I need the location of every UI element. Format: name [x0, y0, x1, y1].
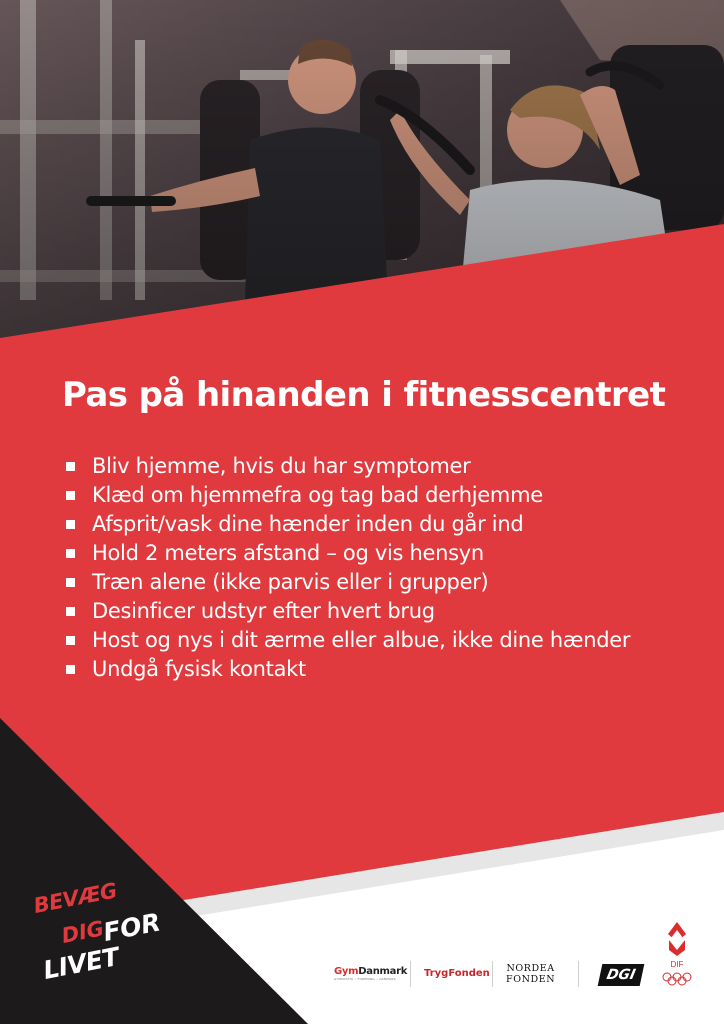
- rule-text: Desinficer udstyr efter hvert brug: [92, 599, 435, 623]
- nordea-fonden-logo: [506, 963, 555, 985]
- rule-text: Træn alene (ikke parvis eller i grupper): [92, 570, 489, 594]
- list-item: [66, 481, 630, 510]
- logo-divider: [492, 961, 493, 987]
- logo-word-bevaeg: BEVÆG: [31, 878, 119, 918]
- list-item: [66, 626, 630, 655]
- rule-text: Undgå fysisk kontakt: [92, 657, 306, 681]
- rule-text: Afsprit/vask dine hænder inden du går ind: [92, 512, 524, 536]
- dif-logo: [660, 920, 694, 988]
- bullet-icon: [66, 607, 75, 616]
- gymdanmark-logo: [334, 966, 407, 981]
- gymdanmark-logo-part-danmark: Danmark: [358, 966, 408, 977]
- logo-word-livet: LIVET: [40, 941, 122, 985]
- nordea-line2: FONDEN: [506, 974, 556, 985]
- dif-flame-icon: [660, 920, 694, 960]
- logo-divider: [410, 961, 411, 987]
- list-item: [66, 539, 630, 568]
- trygfonden-logo: TrygFonden: [424, 968, 490, 979]
- rule-text: Klæd om hjemmefra og tag bad derhjemme: [92, 483, 543, 507]
- bullet-icon: [66, 549, 75, 558]
- bullet-icon: [66, 665, 75, 674]
- page-title: Pas på hinanden i fitnesscentret: [62, 375, 666, 415]
- logo-word-for: FOR: [100, 907, 163, 947]
- bullet-icon: [66, 578, 75, 587]
- rule-text: Bliv hjemme, hvis du har symptomer: [92, 454, 471, 478]
- bullet-icon: [66, 636, 75, 645]
- list-item: [66, 568, 630, 597]
- rule-text: Host og nys i dit ærme eller albue, ikke dine hænder: [92, 628, 631, 652]
- bullet-icon: [66, 462, 75, 471]
- logo-word-dig: DIG: [59, 916, 106, 948]
- dif-label: DIF: [670, 960, 684, 969]
- list-item: [66, 452, 630, 481]
- gymdanmark-tagline: GYMNASTIK • FORENING • DANMARK: [334, 977, 396, 981]
- list-item: [66, 655, 630, 684]
- rules-list: [66, 452, 630, 684]
- list-item: [66, 510, 630, 539]
- bullet-icon: [66, 491, 75, 500]
- olympic-rings-icon: [660, 972, 694, 986]
- list-item: [66, 597, 630, 626]
- rule-text: Hold 2 meters afstand – og vis hensyn: [92, 541, 484, 565]
- dgi-logo: DGI: [598, 964, 645, 986]
- bevaeg-dig-for-livet-logo: [31, 878, 164, 992]
- logo-divider: [578, 961, 579, 987]
- nordea-line1: NORDEA: [506, 963, 555, 974]
- gymdanmark-logo-part-gym: Gym: [334, 966, 359, 977]
- bullet-icon: [66, 520, 75, 529]
